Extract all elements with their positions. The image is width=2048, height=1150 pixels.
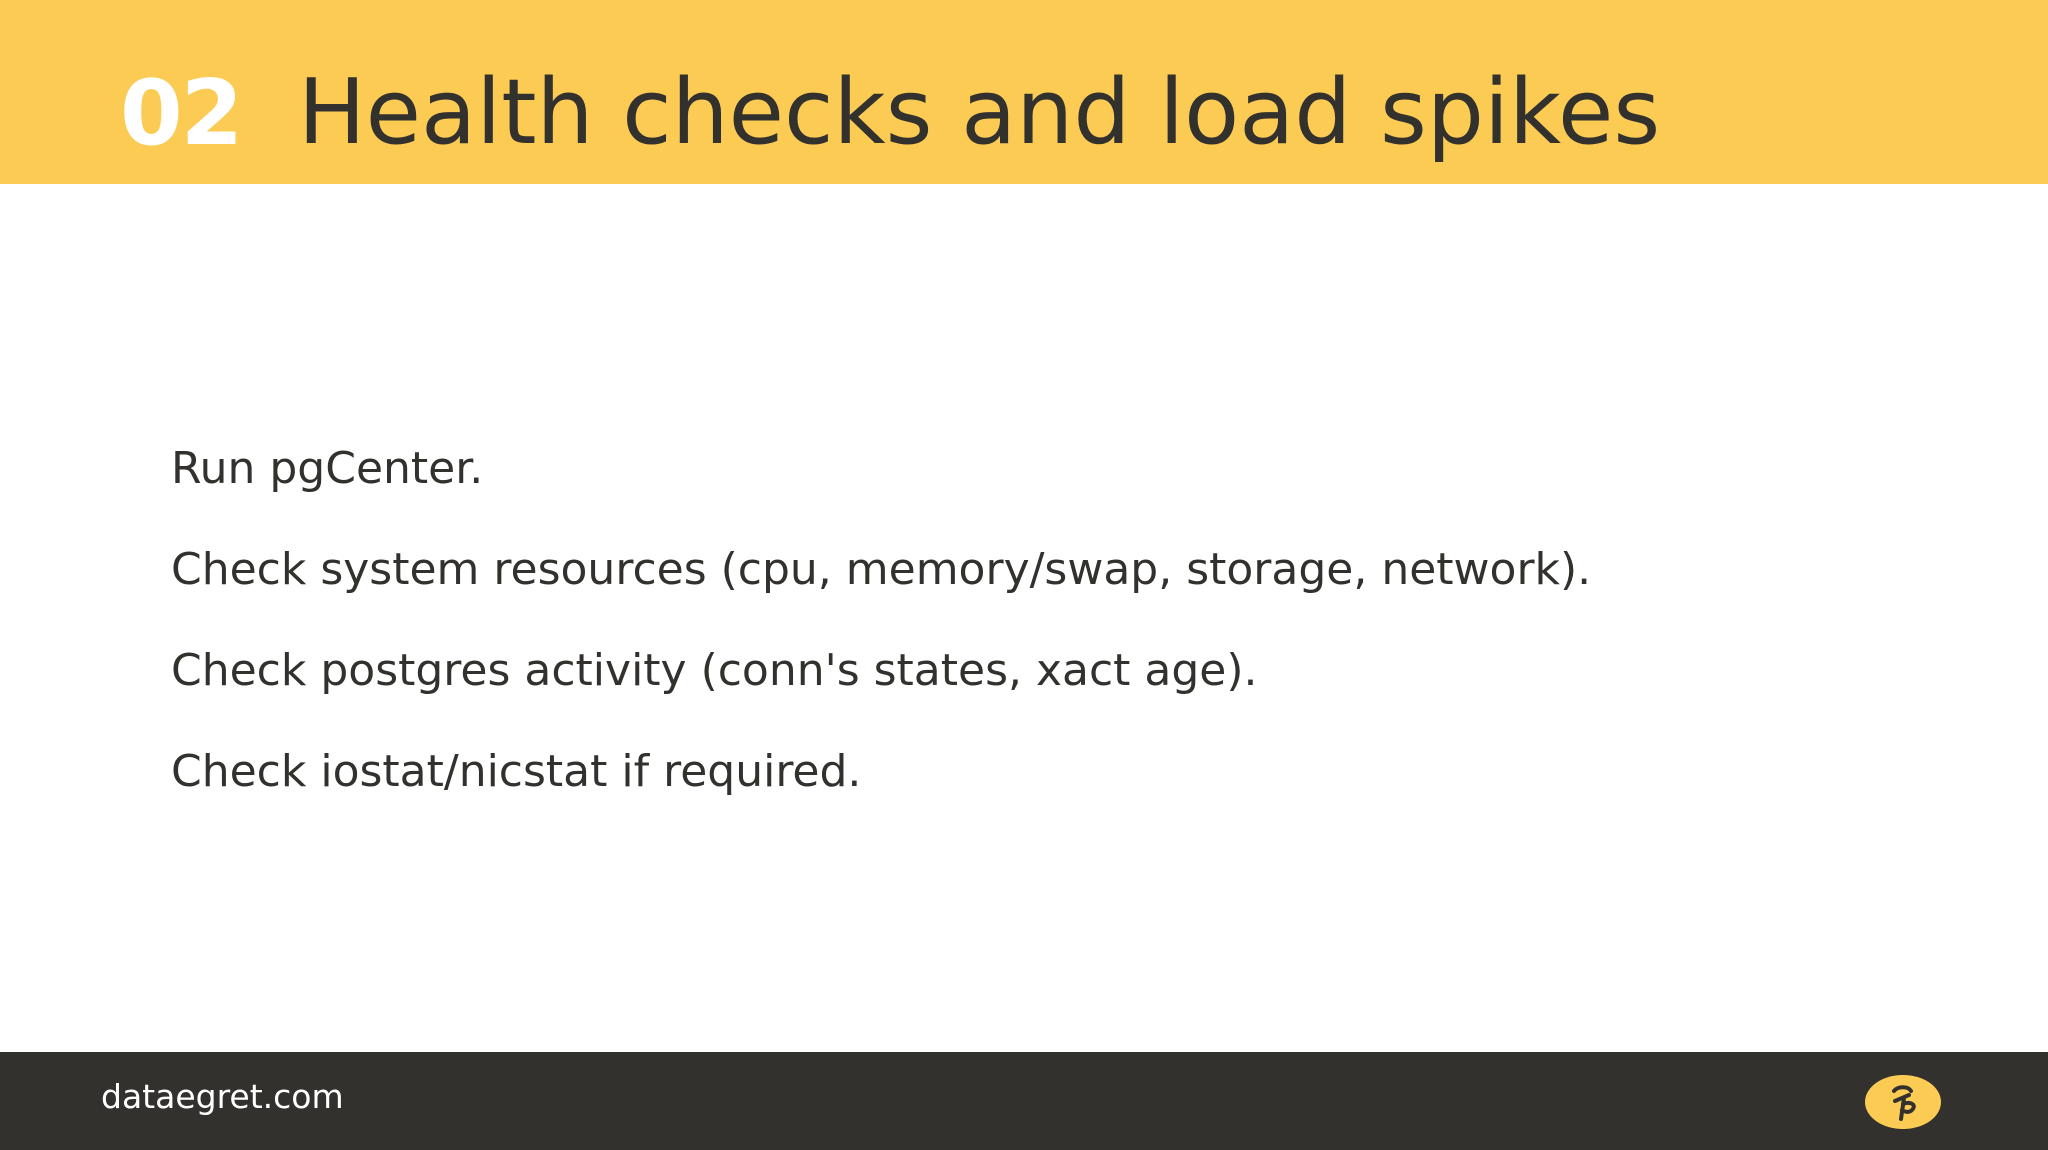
section-number: 02	[120, 61, 242, 166]
slide-content	[171, 438, 1871, 842]
list-item: Check iostat/nicstat if required.	[171, 746, 862, 797]
footer-website: dataegret.com	[101, 1077, 344, 1116]
slide-header	[0, 0, 2048, 184]
list-item: Run pgCenter.	[171, 443, 484, 494]
slide-footer	[0, 1052, 2048, 1150]
data-egret-logo-icon	[1864, 1074, 1942, 1130]
slide-title: Health checks and load spikes	[298, 60, 1661, 165]
list-item: Check postgres activity (conn's states, xact age).	[171, 645, 1258, 696]
list-item: Check system resources (cpu, memory/swap, storage, network).	[171, 544, 1592, 595]
